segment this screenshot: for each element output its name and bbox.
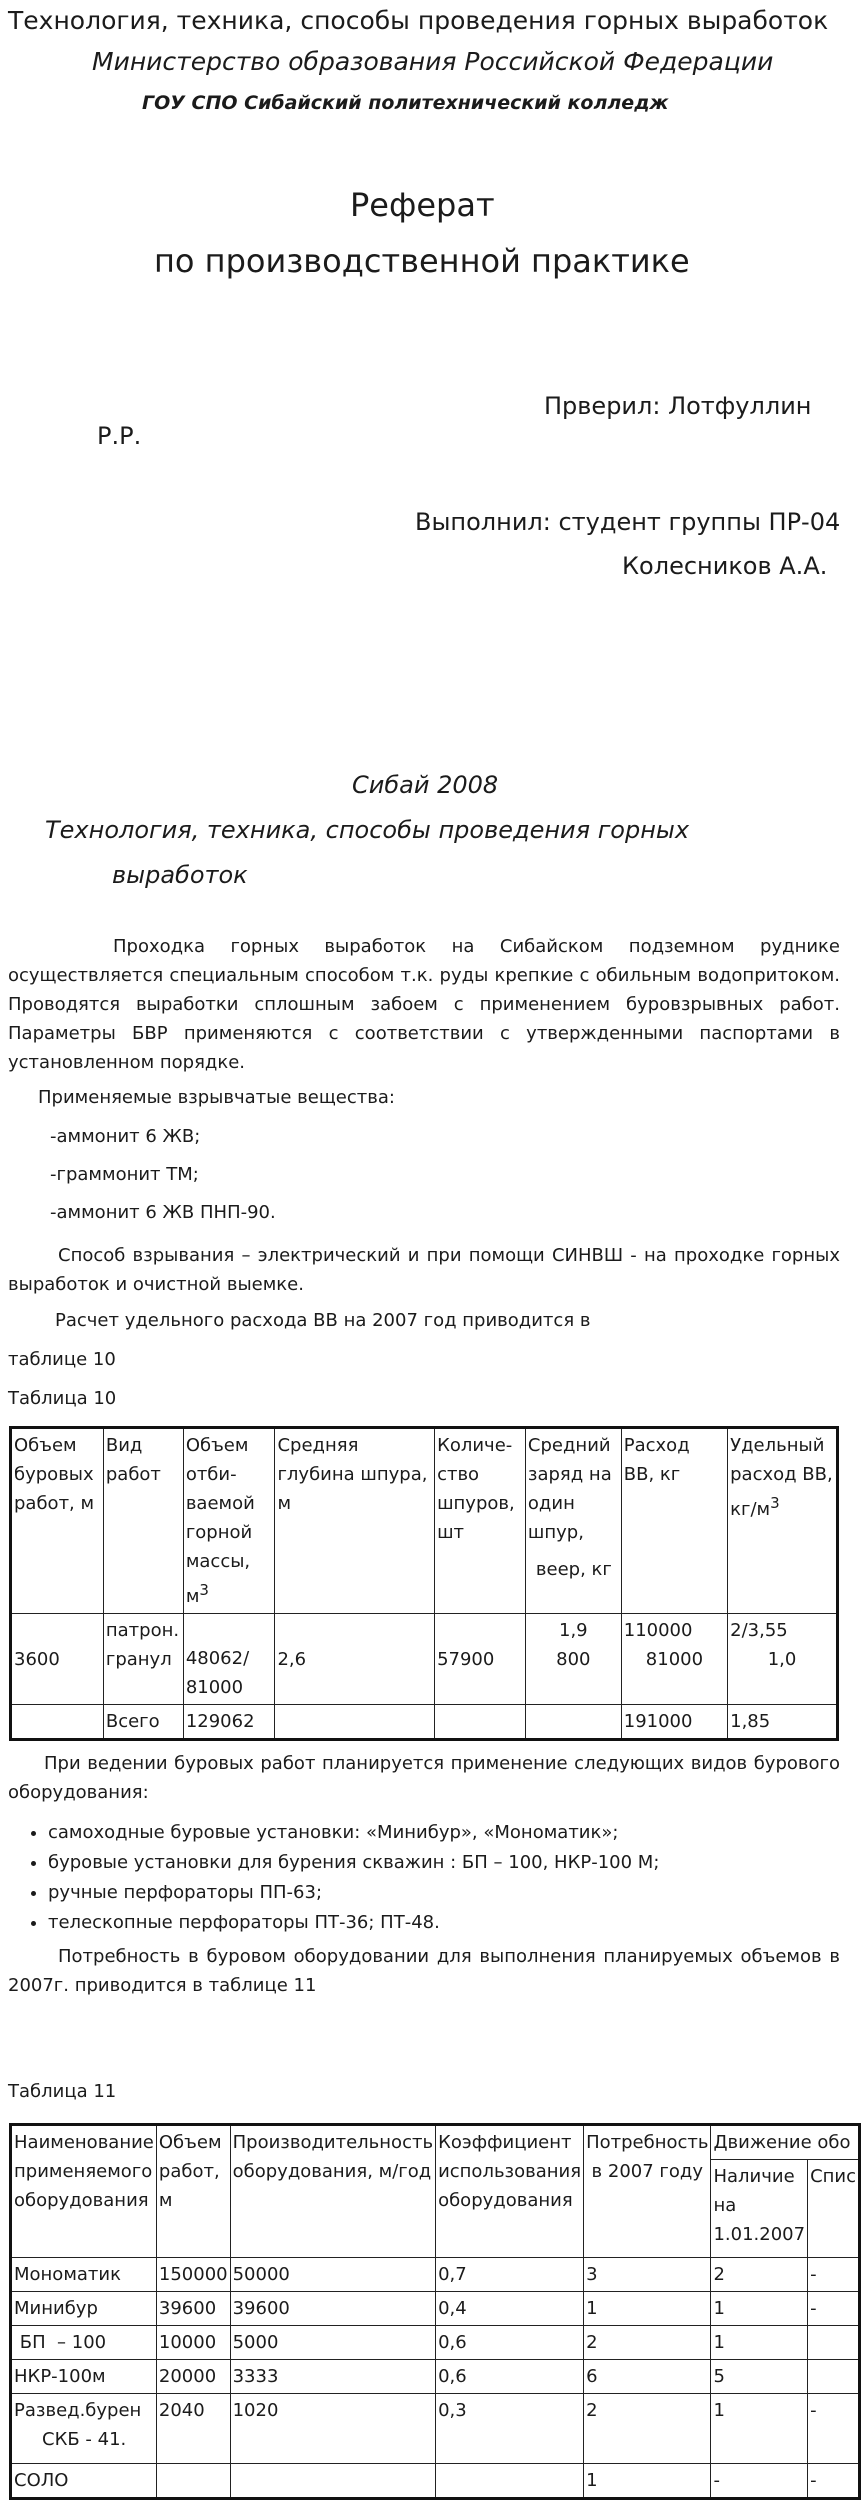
table-11	[9, 2123, 861, 2500]
table-cell: -	[808, 2258, 860, 2292]
header-text: Удельный расход ВВ, кг/м	[730, 1435, 833, 1520]
list-item: • ручные перфораторы ПП-63;	[48, 1878, 659, 1908]
cell-line: 1,9	[559, 1620, 588, 1641]
ministry-line: Министерство образования Российской Федерации	[92, 47, 774, 76]
cell-line: 1,0	[767, 1649, 797, 1670]
table10-header-cell	[183, 1428, 275, 1614]
table10-total-row	[11, 1705, 838, 1740]
explosives-intro: Применяемые взрывчатые вещества:	[38, 1087, 395, 1108]
table-row	[11, 2394, 860, 2464]
checked-by-initials: Р.Р.	[97, 422, 142, 450]
table-cell	[525, 1705, 621, 1740]
section-heading-line2: выработок	[112, 861, 248, 889]
table-cell: 48062/ 81000	[183, 1614, 275, 1705]
done-by-name: Колесников А.А.	[622, 552, 828, 580]
table11-header-row	[11, 2125, 860, 2160]
table-cell: 5	[711, 2360, 808, 2394]
table-cell	[275, 1705, 435, 1740]
table-cell: -	[711, 2464, 808, 2499]
table11-header-cell: Потребность в 2007 году	[584, 2125, 711, 2258]
explosive-item-2: -граммонит ТМ;	[50, 1164, 199, 1185]
table10-header-cell: Объем буровых работ, м	[11, 1428, 104, 1614]
table-cell: 3333	[230, 2360, 435, 2394]
superscript: 3	[199, 1581, 209, 1599]
table-cell: 39600	[230, 2292, 435, 2326]
table10-header-cell: Вид работ	[103, 1428, 183, 1614]
table-cell: 0,6	[436, 2326, 584, 2360]
explosive-item-3: -аммонит 6 ЖВ ПНП-90.	[50, 1202, 276, 1223]
paragraph-blasting: Способ взрывания – электрический и при помощи СИНВШ - на проходке горных выработок и очистной выемке.	[8, 1245, 840, 1295]
table-10	[9, 1426, 839, 1741]
list-item: • самоходные буровые установки: «Минибур», «Мономатик»;	[48, 1818, 659, 1848]
cell-line: СКБ - 41.	[42, 2429, 127, 2450]
table-row	[11, 2292, 860, 2326]
cover-subject: по производственной практике	[154, 242, 690, 280]
paragraph-calc-ref: таблице 10	[8, 1349, 116, 1370]
table10-header-cell: Средняя глубина шпура, м	[275, 1428, 435, 1614]
equipment-intro: При ведении буровых работ планируется применение следующих видов бурового оборудования:	[8, 1753, 840, 1803]
cell-line: 110000	[623, 1620, 693, 1641]
table-cell: 1,85	[728, 1705, 838, 1740]
table-cell: 20000	[156, 2360, 230, 2394]
table-cell: 2040	[156, 2394, 230, 2464]
table-cell: 3	[584, 2258, 711, 2292]
table-cell: 129062	[183, 1705, 275, 1740]
table-cell	[11, 1705, 104, 1740]
done-by-line: Выполнил: студент группы ПР-04	[415, 508, 841, 536]
table10-header-cell	[728, 1428, 838, 1614]
table11-header-cell: Производительность оборудования, м/год	[230, 2125, 435, 2258]
table-cell	[525, 1614, 621, 1705]
table-cell: Всего	[103, 1705, 183, 1740]
superscript: 3	[770, 1494, 780, 1512]
table-cell: 0,6	[436, 2360, 584, 2394]
cell-line: Развед.бурен	[14, 2400, 142, 2421]
table-cell: БП – 100	[11, 2326, 157, 2360]
table-cell: НКР-100м	[11, 2360, 157, 2394]
table11-header-cell: Спис	[808, 2160, 860, 2258]
table-row	[11, 1614, 838, 1705]
table-cell: 2	[584, 2326, 711, 2360]
cell-line: 2/3,55	[730, 1620, 788, 1641]
table-row	[11, 2258, 860, 2292]
table-cell: -	[808, 2394, 860, 2464]
cell-line: 81000	[645, 1649, 704, 1670]
cell-line: 800	[556, 1649, 591, 1670]
table-cell	[11, 2394, 157, 2464]
table-cell: 6	[584, 2360, 711, 2394]
table-row	[11, 2464, 860, 2499]
table-cell	[436, 2464, 584, 2499]
table-cell: 1	[584, 2464, 711, 2499]
table-cell: 5000	[230, 2326, 435, 2360]
header-text: веер, кг	[535, 1559, 612, 1580]
table-cell: 0,4	[436, 2292, 584, 2326]
table-cell	[808, 2326, 860, 2360]
table-cell: -	[808, 2292, 860, 2326]
table-cell: 1	[711, 2394, 808, 2464]
header-text: Объем отби-ваемой горной массы, м	[185, 1435, 255, 1607]
table-cell	[435, 1705, 526, 1740]
table-cell: патрон. гранул	[103, 1614, 183, 1705]
equipment-list	[0, 1818, 659, 1938]
table-cell: 191000	[621, 1705, 727, 1740]
city-year: Сибай 2008	[352, 771, 499, 799]
table11-header-cell: Движение обо	[711, 2125, 860, 2160]
college-line: ГОУ СПО Сибайский политехнический колледж	[142, 92, 669, 114]
table-row	[11, 2360, 860, 2394]
table-cell: 39600	[156, 2292, 230, 2326]
table10-header-cell	[525, 1428, 621, 1614]
table11-header-cell: Объем работ, м	[156, 2125, 230, 2258]
table-cell: 1	[711, 2326, 808, 2360]
table-cell	[808, 2360, 860, 2394]
table-cell: 50000	[230, 2258, 435, 2292]
table-cell: 10000	[156, 2326, 230, 2360]
table11-caption: Таблица 11	[8, 2081, 117, 2102]
table-cell: 1	[584, 2292, 711, 2326]
table-row	[11, 2326, 860, 2360]
header-text: Средний заряд на один шпур,	[527, 1435, 612, 1543]
table-cell	[728, 1614, 838, 1705]
table-cell	[621, 1614, 727, 1705]
table-cell: 1	[711, 2292, 808, 2326]
explosive-item-1: -аммонит 6 ЖВ;	[50, 1126, 201, 1147]
table-cell	[230, 2464, 435, 2499]
table-cell: Мономатик	[11, 2258, 157, 2292]
table11-header-cell: Коэффициент использования оборудования	[436, 2125, 584, 2258]
table-cell: 0,7	[436, 2258, 584, 2292]
table-cell: 2	[584, 2394, 711, 2464]
table-cell: Минибур	[11, 2292, 157, 2326]
paragraph-calc: Расчет удельного расхода ВВ на 2007 год приводится в	[55, 1310, 591, 1331]
section-heading-line1: Технология, техника, способы проведения горных	[45, 816, 690, 844]
table-cell: -	[808, 2464, 860, 2499]
equipment-need-text: Потребность в буровом оборудовании для выполнения планируемых объемов в 2007г. приводится в таблице 11	[8, 1946, 840, 1996]
table10-header-cell: Количе-ство шпуров, шт	[435, 1428, 526, 1614]
table10-header-cell: Расход ВВ, кг	[621, 1428, 727, 1614]
table-cell: 57900	[435, 1614, 526, 1705]
table11-header-cell: Наличие на 1.01.2007	[711, 2160, 808, 2258]
table-cell	[156, 2464, 230, 2499]
table-cell: 2,6	[275, 1614, 435, 1705]
list-item: • буровые установки для бурения скважин : БП – 100, НКР-100 М;	[48, 1848, 659, 1878]
paragraph-drilling: Проходка горных выработок на Сибайском подземном руднике осуществляется специальным способом т.к. руды крепкие с обильным водопритоком. Проводятся выработки сплошным забоем с применением буровзрывных работ. Параметры БВР применяются с соответствии с утвержденными паспортами в установленном порядке.	[8, 936, 840, 1073]
table-cell: 1020	[230, 2394, 435, 2464]
table-cell: СОЛО	[11, 2464, 157, 2499]
table-cell: 150000	[156, 2258, 230, 2292]
cover-doc-type: Реферат	[350, 186, 495, 224]
table10-caption: Таблица 10	[8, 1388, 117, 1409]
document-title: Технология, техника, способы проведения горных выработок	[8, 6, 829, 35]
table-cell: 0,3	[436, 2394, 584, 2464]
table11-header-cell: Наименование применяемого оборудования	[11, 2125, 157, 2258]
table-cell: 2	[711, 2258, 808, 2292]
list-item: • телескопные перфораторы ПТ-36; ПТ-48.	[48, 1908, 659, 1938]
table10-header-row	[11, 1428, 838, 1614]
table-cell: 3600	[11, 1614, 104, 1705]
checked-by-line: Прверил: Лотфуллин	[544, 392, 812, 420]
